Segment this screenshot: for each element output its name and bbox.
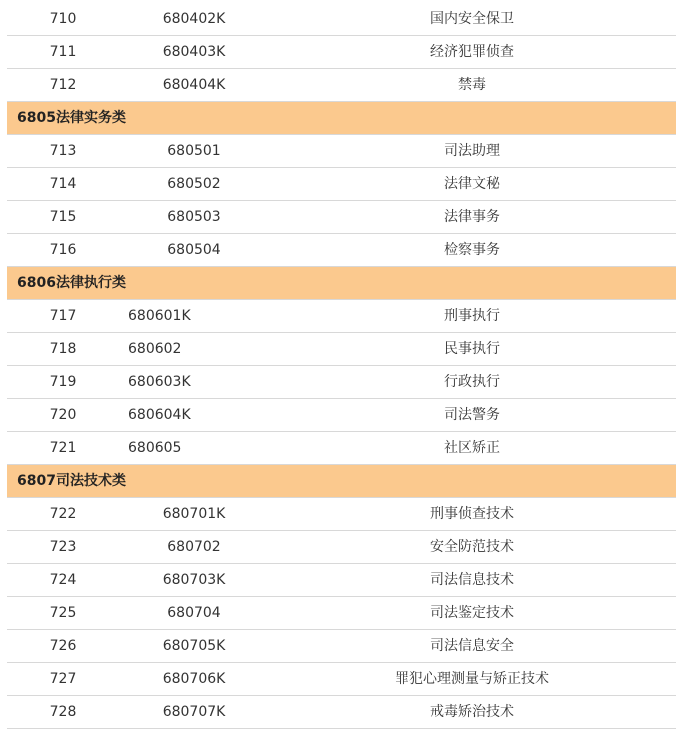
major-table: [7, 3, 676, 729]
table-row: [7, 498, 676, 531]
row-number: 718: [49, 341, 77, 357]
major-code: 680705K: [162, 638, 226, 654]
major-name: 民事执行: [444, 341, 500, 357]
major-name: 刑事侦查技术: [430, 506, 514, 522]
major-name: 社区矫正: [444, 440, 500, 456]
row-number: 727: [49, 671, 77, 687]
table-row: [7, 366, 676, 399]
row-number: 716: [49, 242, 77, 258]
major-name: 安全防范技术: [430, 539, 514, 555]
table-row: [7, 399, 676, 432]
major-code: 680605: [128, 440, 182, 456]
major-code: 680403K: [162, 44, 226, 60]
major-name: 司法助理: [444, 143, 500, 159]
major-name: 戒毒矫治技术: [430, 704, 514, 720]
row-number: 710: [49, 11, 77, 27]
row-number: 723: [49, 539, 77, 555]
row-number: 715: [49, 209, 77, 225]
category-header: [7, 267, 676, 300]
table-row: [7, 36, 676, 69]
row-number: 717: [49, 308, 77, 324]
row-number: 728: [49, 704, 77, 720]
row-number: 724: [49, 572, 77, 588]
category-title: 6806法律执行类: [17, 275, 126, 291]
major-name: 法律事务: [444, 209, 500, 225]
major-name: 经济犯罪侦查: [430, 44, 514, 60]
table-row: [7, 531, 676, 564]
table-row: [7, 564, 676, 597]
major-code: 680404K: [162, 77, 226, 93]
major-code: 680703K: [162, 572, 226, 588]
category-header: [7, 465, 676, 498]
table-row: [7, 135, 676, 168]
table-row: [7, 3, 676, 36]
major-code: 680503: [167, 209, 221, 225]
major-name: 法律文秘: [444, 176, 500, 192]
major-code: 680702: [167, 539, 221, 555]
row-number: 720: [49, 407, 77, 423]
major-name: 司法警务: [444, 407, 500, 423]
row-number: 721: [49, 440, 77, 456]
row-number: 713: [49, 143, 77, 159]
row-number: 711: [49, 44, 77, 60]
major-name: 司法信息安全: [430, 638, 514, 654]
table-row: [7, 696, 676, 728]
table-row: [7, 201, 676, 234]
table-row: [7, 630, 676, 663]
row-number: 726: [49, 638, 77, 654]
major-code: 680706K: [162, 671, 226, 687]
category-title: 6807司法技术类: [17, 473, 126, 489]
category-title: 6805法律实务类: [17, 110, 126, 126]
major-code: 680704: [167, 605, 221, 621]
major-name: 行政执行: [444, 374, 500, 390]
major-name: 国内安全保卫: [430, 11, 514, 27]
major-code: 680604K: [128, 407, 191, 423]
table-row: [7, 432, 676, 465]
row-number: 719: [49, 374, 77, 390]
major-name: 罪犯心理测量与矫正技术: [395, 671, 549, 687]
major-code: 680504: [167, 242, 221, 258]
table-row: [7, 597, 676, 630]
table-row: [7, 168, 676, 201]
table-row: [7, 333, 676, 366]
major-name: 刑事执行: [444, 308, 500, 324]
major-name: 禁毒: [458, 77, 486, 93]
row-number: 712: [49, 77, 77, 93]
major-name: 检察事务: [444, 242, 500, 258]
major-name: 司法信息技术: [430, 572, 514, 588]
major-code: 680707K: [162, 704, 226, 720]
table-row: [7, 663, 676, 696]
major-code: 680402K: [162, 11, 226, 27]
table-row: [7, 300, 676, 333]
major-code: 680602: [128, 341, 182, 357]
row-number: 714: [49, 176, 77, 192]
major-code: 680601K: [128, 308, 191, 324]
major-code: 680603K: [128, 374, 191, 390]
major-code: 680502: [167, 176, 221, 192]
row-number: 722: [49, 506, 77, 522]
major-name: 司法鉴定技术: [430, 605, 514, 621]
major-code: 680501: [167, 143, 221, 159]
row-number: 725: [49, 605, 77, 621]
table-row: [7, 69, 676, 102]
major-code: 680701K: [162, 506, 226, 522]
table-row: [7, 234, 676, 267]
category-header: [7, 102, 676, 135]
